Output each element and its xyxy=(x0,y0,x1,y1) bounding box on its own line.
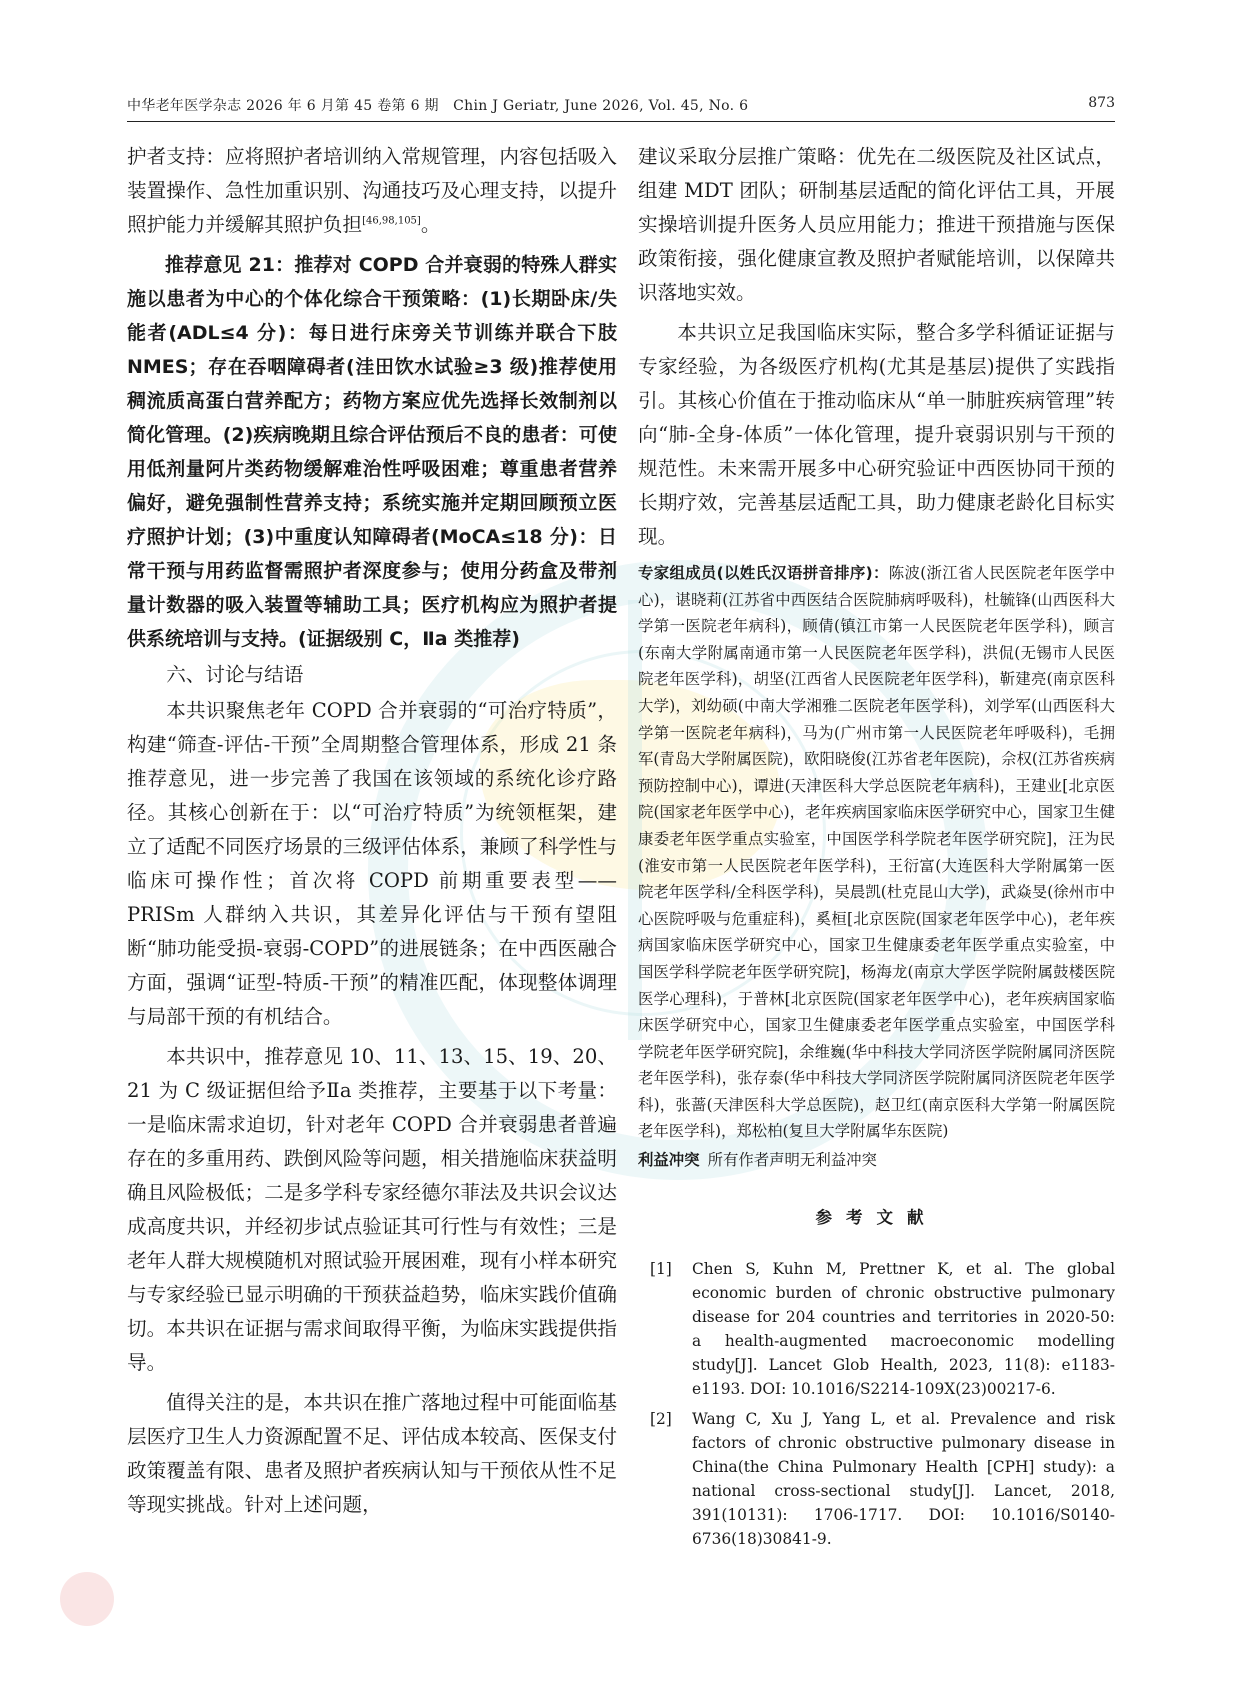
recommendation-21: 推荐意见 21：推荐对 COPD 合并衰弱的特殊人群实施以患者为中心的个体化综合干预策略：(1)长期卧床/失能者(ADL≤4 分)：每日进行床旁关节训练并联合下肢 NMES；存在吞咽障碍者(洼田饮水试验≥3 级)推荐使用稠流质高蛋白营养配方；药物方案应优先选择长效制剂以简化管理。(2)疾病晚期且综合评估预后不良的患者：可使用低剂量阿片类药物缓解难治性呼吸困难；尊重患者营养偏好，避免强制性营养支持；系统实施并定期回顾预立医疗照护计划；(3)中重度认知障碍者(MoCA≤18 分)：日常干预与用药监督需照护者深度参与；使用分药盒及带剂量计数器的吸入装置等辅助工具；医疗机构应为照护者提供系统培训与支持。(证据级别 C，Ⅱa 类推荐) xyxy=(127,254,617,650)
reference-number: [2] xyxy=(650,1410,672,1429)
expert-panel-label: 专家组成员(以姓氏汉语拼音排序)： xyxy=(638,564,889,582)
page-number: 873 xyxy=(1088,95,1115,111)
conflict-of-interest xyxy=(638,1147,1115,1173)
coi-text: 所有作者声明无利益冲突 xyxy=(707,1151,877,1170)
expert-panel-text: 陈波(浙江省人民医院老年医学中心)，谌晓莉(江苏省中西医结合医院肺病呼吸科)，杜毓锋(山西医科大学第一医院老年病科)，顾倩(镇江市第一人民医院老年医学科)，顾言(东南大学附属南通市第一人民医院老年医学科)，洪侃(无锡市人民医院老年医学科)，胡坚(江西省人民医院老年医学科)，靳建亮(南京医科大学)，刘幼硕(中南大学湘雅二医院老年医学科)，刘学军(山西医科大学第一医院老年病科)，马为(广州市第一人民医院老年呼吸科)，毛拥军(青岛大学附属医院)，欧阳晓俊(江苏省老年医院)，佘权(江苏省疾病预防控制中心)，谭进(天津医科大学总医院老年病科)，王建业[北京医院(国家老年医学中心)，老年疾病国家临床医学研究中心，国家卫生健康委老年医学重点实验室，中国医学科学院老年医学研究院]，汪为民(淮安市第一人民医院老年医学科)，王衍富(大连医科大学附属第一医院老年医学科/全科医学科)，吴晨凯(杜克昆山大学)，武焱旻(徐州市中心医院呼吸与危重症科)，奚桓[北京医院(国家老年医学中心)，老年疾病国家临床医学研究中心，国家卫生健康委老年医学重点实验室，中国医学科学院老年医学研究院]，杨海龙(南京大学医学院附属鼓楼医院医学心理科)，于普林[北京医院(国家老年医学中心)，老年疾病国家临床医学研究中心，国家卫生健康委老年医学重点实验室，中国医学科学院老年医学研究院]，余维巍(华中科技大学同济医学院附属同济医院老年医学科)，张存泰(华中科技大学同济医学院附属同济医院老年医学科)，张蔷(天津医科大学总医院)，赵卫红(南京医科大学第一附属医院老年医学科)，郑松柏(复旦大学附属华东医院) xyxy=(638,564,1115,1141)
paragraph-caregiver-support: 护者支持：应将照护者培训纳入常规管理，内容包括吸入装置操作、急性加重识别、沟通技巧及心理支持，以提升照护能力并缓解其照护负担[46,98,105]。 xyxy=(127,145,617,236)
reference-number: [1] xyxy=(650,1260,672,1279)
expert-panel-list xyxy=(638,560,1115,1145)
section-heading: 六、讨论与结语 xyxy=(166,663,304,686)
paragraph-conclusion: 本共识立足我国临床实际，整合多学科循证证据与专家经验，为各级医疗机构(尤其是基层)提供了实践指引。其核心价值在于推动临床从“单一肺脏疾病管理”转向“肺-全身-体质”一体化管理，提升衰弱识别与干预的规范性。未来需开展多中心研究验证中西医协同干预的长期疗效，完善基层适配工具，助力健康老龄化目标实现。 xyxy=(638,321,1115,548)
references-title: 参考文献 xyxy=(815,1208,938,1228)
left-column xyxy=(127,140,617,1522)
paragraph-discussion-3: 值得关注的是，本共识在推广落地过程中可能面临基层医疗卫生人力资源配置不足、评估成本较高、医保支付政策覆盖有限、患者及照护者疾病认知与干预依从性不足等现实挑战。针对上述问题， xyxy=(127,1391,617,1516)
paragraph-discussion-2: 本共识中，推荐意见 10、11、13、15、19、20、21 为 C 级证据但给予Ⅱa 类推荐，主要基于以下考量：一是临床需求迫切，针对老年 COPD 合并衰弱患者普遍存在的多重用药、跌倒风险等问题，相关措施临床获益明确且风险极低；二是多学科专家经德尔菲法及共识会议达成高度共识，并经初步试点验证其可行性与有效性；三是老年人群大规模随机对照试验开展困难，现有小样本研究与专家经验已显示明确的干预获益趋势，临床实践价值确切。本共识在证据与需求间取得平衡，为临床实践提供指导。 xyxy=(127,1045,617,1374)
publisher-seal-logo xyxy=(60,1572,114,1626)
reference-item xyxy=(638,1407,1115,1551)
running-header xyxy=(127,93,1115,122)
journal-citation: 中华老年医学杂志 2026 年 6 月第 45 卷第 6 期 Chin J Geriatr, June 2026, Vol. 45, No. 6 xyxy=(127,98,749,114)
right-column xyxy=(638,140,1115,1557)
paragraph-strategy: 建议采取分层推广策略：优先在二级医院及社区试点，组建 MDT 团队；研制基层适配的简化评估工具，开展实操培训提升医务人员应用能力；推进干预措施与医保政策衔接，强化健康宣教及照护者赋能培训，以保障共识落地实效。 xyxy=(638,145,1115,304)
reference-item xyxy=(638,1257,1115,1401)
paragraph-discussion-1: 本共识聚焦老年 COPD 合并衰弱的“可治疗特质”，构建“筛查-评估-干预”全周期整合管理体系，形成 21 条推荐意见，进一步完善了我国在该领域的系统化诊疗路径。其核心创新在于：以“可治疗特质”为统领框架，建立了适配不同医疗场景的三级评估体系，兼顾了科学性与临床可操作性；首次将 COPD 前期重要表型——PRISm 人群纳入共识，其差异化评估与干预有望阻断“肺功能受损-衰弱-COPD”的进展链条；在中西医融合方面，强调“证型-特质-干预”的精准匹配，体现整体调理与局部干预的有机结合。 xyxy=(127,699,617,1028)
reference-text: Chen S, Kuhn M, Prettner K, et al. The global economic burden of chronic obstructive pulmonary disease for 204 countries and territories in 2020-50: a health-augmented macroeconomic modelling study[J]. Lancet Glob Health, 2023, 11(8): e1183-e1193. DOI: 10.1016/S2214-109X(23)00217-6. xyxy=(692,1260,1115,1399)
coi-label: 利益冲突 xyxy=(638,1151,700,1170)
reference-text: Wang C, Xu J, Yang L, et al. Prevalence and risk factors of chronic obstructive pulmonary disease in China(the China Pulmonary Health [CPH] study): a national cross-sectional study[J]. Lancet, 2018, 391(10131): 1706-1717. DOI: 10.1016/S0140-6736(18)30841-9. xyxy=(692,1410,1115,1549)
citation-superscript: [46,98,105] xyxy=(362,215,421,227)
